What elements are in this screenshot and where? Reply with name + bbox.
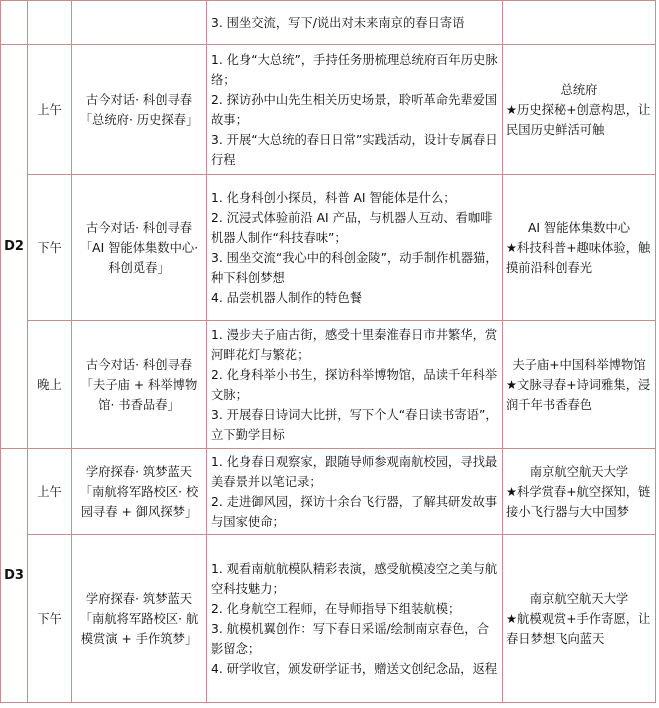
table-row bbox=[1, 45, 656, 175]
location-cell bbox=[503, 1, 656, 45]
table-row bbox=[1, 1, 656, 45]
content-line: 1. 化身春日观察家，跟随导师参观南航校园，寻找最美春景并以笔记录； bbox=[211, 454, 498, 489]
location-desc: ★航模观赏+手作寄愿，让春日梦想飞向蓝天 bbox=[506, 611, 651, 646]
theme-cell: 古今对话· 科创寻春「AI 智能体集数中心· 科创觅春」 bbox=[72, 175, 207, 321]
location-cell bbox=[503, 321, 656, 449]
theme-cell: 学府探春· 筑梦蓝天「南航将军路校区· 校园寻春 + 御风探梦」 bbox=[72, 449, 207, 535]
table-row bbox=[1, 175, 656, 321]
time-label: 上午 bbox=[28, 449, 72, 535]
content-line: 2. 化身航空工程师，在导师指导下组装航模； bbox=[211, 601, 461, 616]
content-line: 3. 航模机翼创作：写下春日采谣/绘制南京春色，合影留念； bbox=[211, 621, 490, 656]
day-label: D3 bbox=[1, 449, 28, 703]
content-line: 1. 化身“大总统”，手持任务册梳理总统府百年历史脉络； bbox=[211, 52, 498, 87]
content-cell bbox=[207, 449, 503, 535]
day-cell bbox=[1, 1, 28, 45]
theme-cell: 古今对话· 科创寻春「夫子庙 + 科举博物馆· 书香品春」 bbox=[72, 321, 207, 449]
content-line: 2. 走进御风园，探访十余台飞行器，了解其研发故事与国家使命； bbox=[211, 494, 498, 529]
time-label: 上午 bbox=[28, 45, 72, 175]
content-line: 3. 开展“大总统的春日日常”实践活动，设计专属春日行程 bbox=[211, 132, 498, 167]
location-cell bbox=[503, 449, 656, 535]
location-desc: ★文脉寻春+诗词雅集，浸润千年书香春色 bbox=[506, 377, 651, 412]
time-label: 下午 bbox=[28, 535, 72, 703]
content-line: 4. 品尝机器人制作的特色餐 bbox=[211, 290, 362, 305]
content-cell bbox=[207, 45, 503, 175]
content-line: 3. 围坐交流“我心中的科创金陵”，动手制作机器猫，种下科创梦想 bbox=[211, 250, 498, 285]
content-line: 3. 围坐交流，写下/说出对未来南京的春日寄语 bbox=[211, 15, 465, 30]
content-cell bbox=[207, 321, 503, 449]
theme-cell: 古今对话· 科创寻春「总统府· 历史探春」 bbox=[72, 45, 207, 175]
location-name: AI 智能体集数中心 bbox=[527, 220, 631, 235]
location-cell bbox=[503, 45, 656, 175]
time-label: 晚上 bbox=[28, 321, 72, 449]
theme-cell: 学府探春· 筑梦蓝天「南航将军路校区· 航模赏演 + 手作筑梦」 bbox=[72, 535, 207, 703]
content-line: 2. 沉浸式体验前沿 AI 产品，与机器人互动、看咖啡机器人制作“科技春味”； bbox=[211, 210, 493, 245]
content-cell bbox=[207, 535, 503, 703]
location-desc: ★科技科普+趣味体验，触摸前沿科创春光 bbox=[506, 240, 651, 275]
content-line: 1. 观看南航航模队精彩表演，感受航模凌空之美与航空科技魅力； bbox=[211, 561, 498, 596]
time-label: 下午 bbox=[28, 175, 72, 321]
table-row bbox=[1, 449, 656, 535]
content-line: 1. 化身科创小探员，科普 AI 智能体是什么； bbox=[211, 190, 456, 205]
day-label: D2 bbox=[1, 45, 28, 449]
location-cell bbox=[503, 535, 656, 703]
table-row bbox=[1, 321, 656, 449]
content-cell bbox=[207, 1, 503, 45]
location-name: 总统府 bbox=[560, 82, 598, 97]
content-line: 1. 漫步夫子庙古街，感受十里秦淮春日市井繁华，赏河畔花灯与繁花； bbox=[211, 327, 498, 362]
location-desc: ★科学赏春+航空探知，链接小飞行器与大中国梦 bbox=[506, 484, 651, 519]
location-name: 南京航空航天大学 bbox=[529, 464, 629, 479]
content-line: 2. 探访孙中山先生相关历史场景，聆听革命先辈爱国故事； bbox=[211, 92, 498, 127]
location-name: 南京航空航天大学 bbox=[529, 591, 629, 606]
content-line: 4. 研学收官，颁发研学证书，赠送文创纪念品，返程 bbox=[211, 661, 498, 676]
content-line: 3. 开展春日诗词大比拼，写下个人“春日读书寄语”，立下勤学目标 bbox=[211, 407, 498, 442]
table-row bbox=[1, 535, 656, 703]
location-name: 夫子庙+中国科举博物馆 bbox=[512, 357, 646, 372]
content-cell bbox=[207, 175, 503, 321]
theme-cell bbox=[72, 1, 207, 45]
time-cell bbox=[28, 1, 72, 45]
content-line: 2. 化身科举小书生，探访科举博物馆，品读千年科举文脉； bbox=[211, 367, 498, 402]
location-cell bbox=[503, 175, 656, 321]
location-desc: ★历史探秘+创意构思，让民国历史鲜活可触 bbox=[506, 102, 651, 137]
